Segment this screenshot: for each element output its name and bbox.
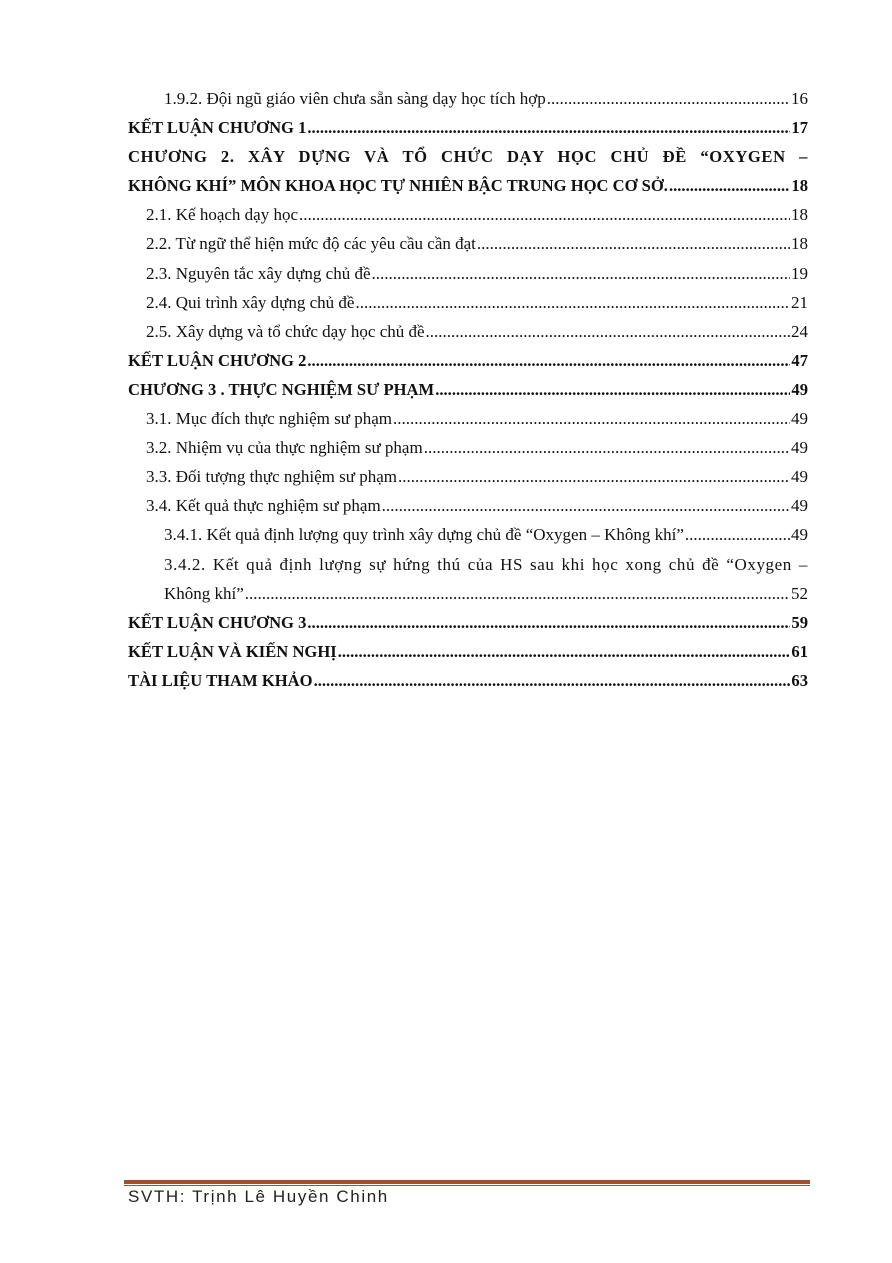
toc-entry-text: 3.4. Kết quả thực nghiệm sư phạm: [146, 496, 381, 516]
toc-entry-2-5[interactable]: [128, 317, 808, 346]
toc-page-number: 49: [791, 496, 808, 516]
toc-leader-dots: [245, 579, 790, 608]
toc-entry-2-3[interactable]: [128, 259, 808, 288]
toc-entry-2-1[interactable]: [128, 200, 808, 229]
toc-entry-text: 2.4. Qui trình xây dựng chủ đề: [146, 292, 355, 312]
toc-leader-dots: [338, 637, 791, 666]
toc-entry-text: KẾT LUẬN CHƯƠNG 1: [128, 118, 307, 138]
toc-page-number: 61: [791, 641, 808, 661]
toc-entry-chuong-2-line-2[interactable]: [128, 171, 808, 200]
toc-leader-dots: [426, 317, 790, 346]
toc-entry-text: 3.2. Nhiệm vụ của thực nghiệm sư phạm: [146, 438, 423, 458]
toc-leader-dots: [435, 375, 790, 404]
toc-page-number: 63: [791, 670, 808, 690]
toc-entry-2-4[interactable]: [128, 288, 808, 317]
toc-entry-ket-luan-kien-nghi[interactable]: [128, 637, 808, 666]
toc-entry-3-4-2-line-1[interactable]: [128, 550, 808, 579]
footer-rule-thin: [124, 1185, 810, 1186]
toc-leader-dots: [382, 491, 790, 520]
toc-page-number: 17: [791, 118, 808, 138]
toc-entry-text: 3.1. Mục đích thực nghiệm sư phạm: [146, 409, 393, 429]
toc-leader-dots: [307, 346, 790, 375]
toc-entry-ket-luan-chuong-3[interactable]: [128, 608, 808, 637]
toc-leader-dots: [547, 84, 790, 113]
toc-entry-chuong-2-line-1[interactable]: [128, 142, 808, 171]
toc-entry-chuong-3[interactable]: [128, 375, 808, 404]
footer-rule-thick: [124, 1180, 810, 1184]
toc-entry-3-1[interactable]: [128, 404, 808, 433]
toc-leader-dots: [314, 666, 791, 695]
toc-page-number: 19: [791, 263, 808, 283]
toc-page-number: 49: [791, 438, 808, 458]
toc-page-number: 59: [791, 612, 808, 632]
toc-page-number: 49: [791, 379, 808, 399]
toc-page-number: 18: [791, 234, 808, 254]
toc-entry-text: CHƯƠNG 3 . THỰC NGHIỆM SƯ PHẠM: [128, 379, 435, 399]
toc-entry-1-9-2[interactable]: [128, 84, 808, 113]
toc-entry-text: KHÔNG KHÍ” MÔN KHOA HỌC TỰ NHIÊN BẬC TRUNG HỌC CƠ SỞ.: [128, 176, 668, 196]
toc-entry-text: 3.4.1. Kết quả định lượng quy trình xây dựng chủ đề “Oxygen – Không khí”: [164, 525, 684, 545]
toc-page-number: 18: [791, 205, 808, 225]
toc-entry-text: 3.3. Đối tượng thực nghiệm sư phạm: [146, 467, 397, 487]
toc-entry-text: KẾT LUẬN VÀ KIẾN NGHỊ: [128, 641, 337, 661]
toc-entry-3-4-1[interactable]: [128, 520, 808, 549]
toc-entry-ket-luan-chuong-2[interactable]: [128, 346, 808, 375]
toc-leader-dots: [669, 171, 790, 200]
toc-page-number: 49: [791, 409, 808, 429]
toc-page-number: 49: [791, 467, 808, 487]
toc-leader-dots: [355, 288, 790, 317]
toc-entry-text: 2.3. Nguyên tắc xây dựng chủ đề: [146, 263, 371, 283]
toc-entry-tai-lieu-tham-khao[interactable]: [128, 666, 808, 695]
toc-leader-dots: [393, 404, 790, 433]
toc-entry-text: 2.5. Xây dựng và tổ chức dạy học chủ đề: [146, 321, 425, 341]
toc-page-number: 24: [791, 321, 808, 341]
toc-entry-ket-luan-chuong-1[interactable]: [128, 113, 808, 142]
toc-leader-dots: [299, 200, 790, 229]
toc-leader-dots: [372, 259, 791, 288]
toc-entry-text: TÀI LIỆU THAM KHẢO: [128, 670, 313, 690]
toc-entry-3-4-2-line-2[interactable]: [128, 579, 808, 608]
toc-leader-dots: [424, 433, 790, 462]
toc-entry-text: 2.2. Từ ngữ thể hiện mức độ các yêu cầu cần đạt: [146, 234, 476, 254]
toc-entry-text: CHƯƠNG 2. XÂY DỰNG VÀ TỔ CHỨC DẠY HỌC CHỦ ĐỀ “OXYGEN –: [128, 147, 808, 167]
toc-entry-text: 3.4.2. Kết quả định lượng sự hứng thú của HS sau khi học xong chủ đề “Oxygen –: [164, 554, 808, 574]
table-of-contents: [128, 84, 808, 695]
toc-entry-3-3[interactable]: [128, 462, 808, 491]
toc-entry-text: KẾT LUẬN CHƯƠNG 3: [128, 612, 307, 632]
toc-entry-text: 1.9.2. Đội ngũ giáo viên chưa sẵn sàng dạy học tích hợp: [164, 89, 546, 108]
toc-page-number: 18: [791, 176, 808, 196]
toc-entry-text: KẾT LUẬN CHƯƠNG 2: [128, 350, 307, 370]
toc-page-number: 49: [791, 525, 808, 545]
toc-leader-dots: [477, 229, 790, 258]
toc-page-number: 21: [791, 292, 808, 312]
footer-author: SVTH: Trịnh Lê Huyền Chinh: [128, 1187, 389, 1206]
toc-page-number: 52: [791, 583, 808, 603]
toc-page-number: 16: [791, 89, 808, 108]
toc-entry-text: 2.1. Kế hoạch dạy học: [146, 205, 299, 225]
toc-page-number: 47: [791, 350, 808, 370]
toc-entry-2-2[interactable]: [128, 229, 808, 258]
toc-leader-dots: [685, 520, 790, 549]
toc-entry-text: Không khí”: [164, 583, 244, 603]
toc-leader-dots: [398, 462, 790, 491]
toc-leader-dots: [307, 113, 790, 142]
toc-entry-3-2[interactable]: [128, 433, 808, 462]
toc-leader-dots: [307, 608, 790, 637]
toc-entry-3-4[interactable]: [128, 491, 808, 520]
